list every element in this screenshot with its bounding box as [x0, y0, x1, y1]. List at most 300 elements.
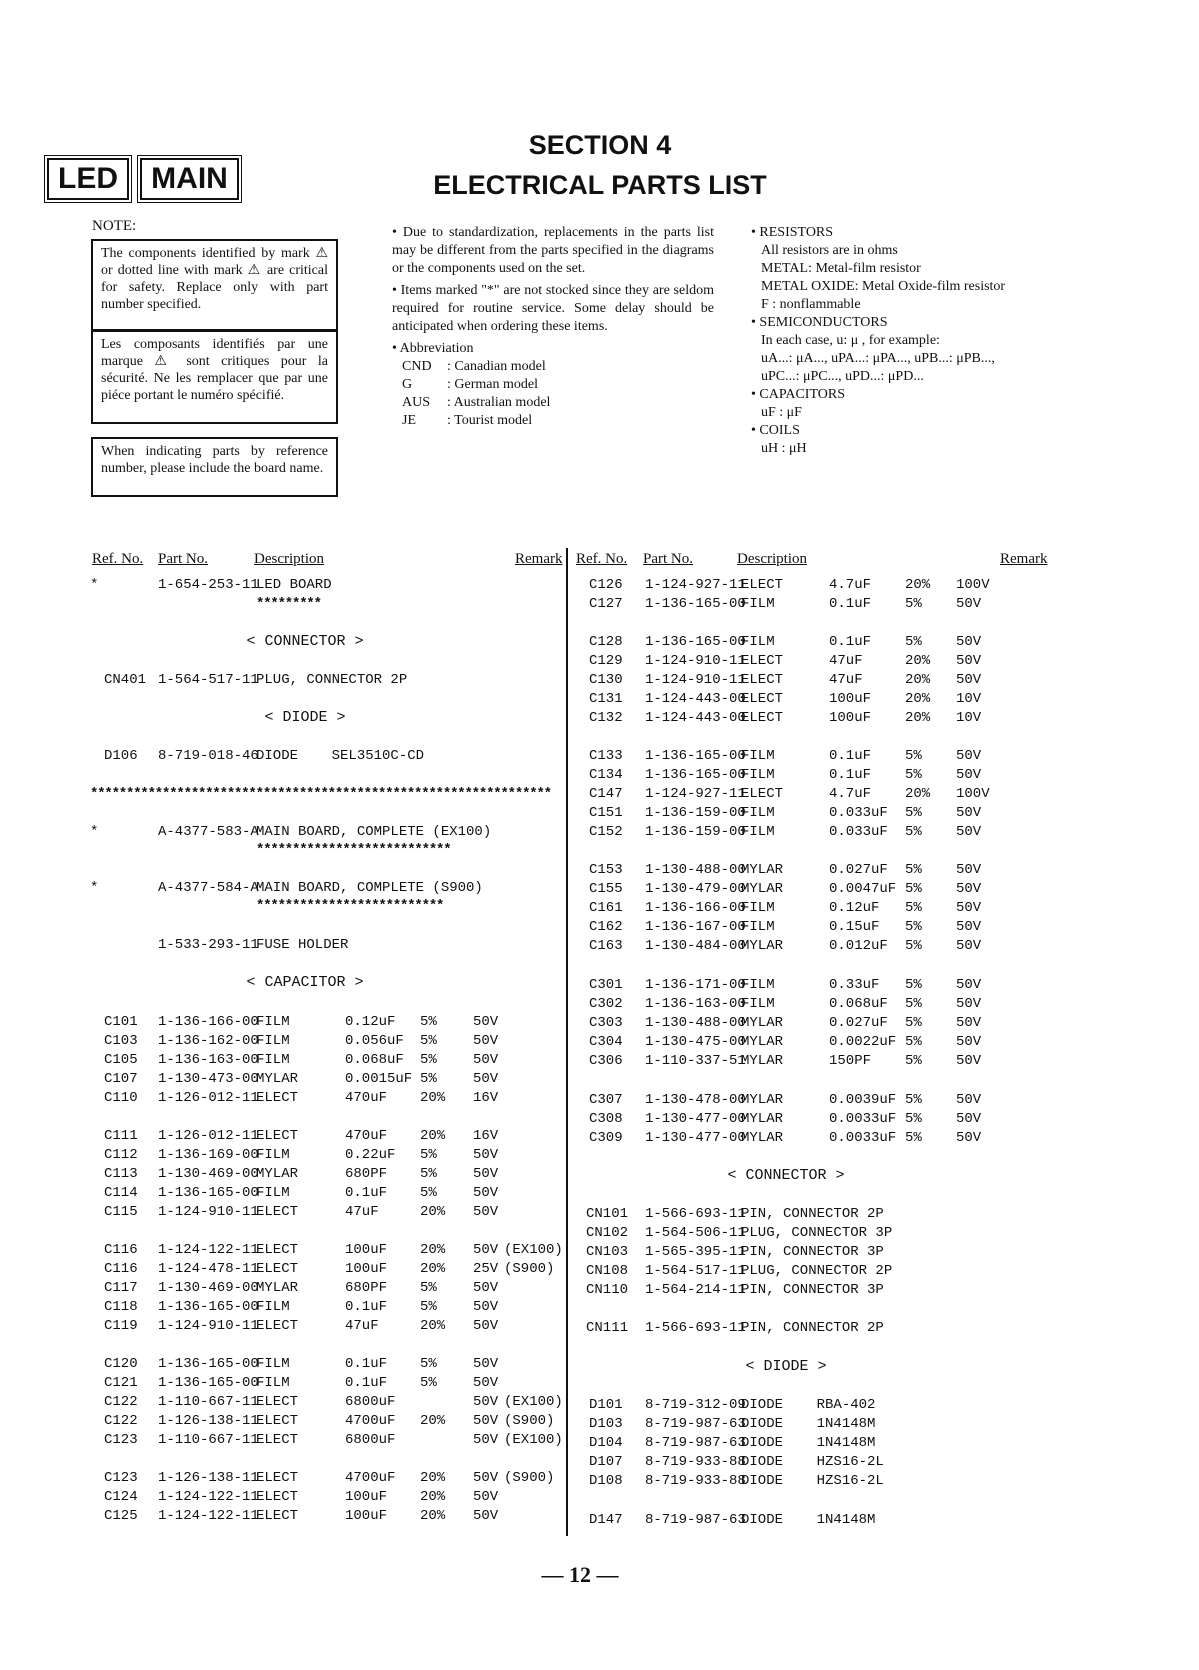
ref-no: C128: [589, 634, 623, 650]
description: ELECT: [741, 786, 784, 802]
part-no: 1-110-667-11: [158, 1432, 259, 1448]
ref-no: D103: [589, 1416, 623, 1432]
voltage: 50V: [956, 900, 982, 916]
part-no: 1-136-162-00: [158, 1033, 259, 1049]
part-no: 1-566-693-11: [645, 1320, 746, 1336]
remark: (S900): [504, 1261, 555, 1277]
tolerance: 5%: [905, 977, 922, 993]
board-separator: ****************************************************************: [90, 786, 551, 802]
ref-no: C111: [104, 1128, 138, 1144]
ref-no: C155: [589, 881, 623, 897]
value: 0.1uF: [345, 1356, 388, 1372]
description: MYLAR: [741, 881, 784, 897]
value: 0.033uF: [829, 805, 888, 821]
tolerance: 5%: [905, 1111, 922, 1127]
tolerance: 20%: [905, 672, 931, 688]
column-divider: [566, 548, 568, 1536]
ref-no: CN401: [104, 672, 147, 688]
voltage: 50V: [473, 1147, 499, 1163]
tolerance: 5%: [420, 1375, 437, 1391]
tolerance: 5%: [905, 900, 922, 916]
tolerance: 20%: [905, 577, 931, 593]
part-no: 1-564-517-11: [645, 1263, 746, 1279]
description: FILM: [741, 805, 775, 821]
ref-no: C302: [589, 996, 623, 1012]
value: 470uF: [345, 1090, 388, 1106]
part-no: 1-124-927-11: [645, 786, 746, 802]
standardization-note: • Due to standardization, replacements in the parts list may be different from the parts specified in the diagrams or the components used on the set.: [392, 225, 714, 276]
ref-no: C101: [104, 1014, 138, 1030]
ref-no: C122: [104, 1394, 138, 1410]
right-ref-header: Ref. No.: [576, 551, 628, 567]
ref-no: C113: [104, 1166, 138, 1182]
description: MYLAR: [256, 1280, 299, 1296]
description: DIODE HZS16-2L: [741, 1473, 884, 1489]
tolerance: 5%: [905, 1092, 922, 1108]
value: 100uF: [829, 691, 872, 707]
not-stocked-note: • Items marked "*" are not stocked since they are seldom required for routine service. Some delay should be anticipated when ordering these items.: [392, 283, 714, 334]
description: DIODE 1N4148M: [741, 1416, 876, 1432]
part-no: 1-136-165-00: [645, 748, 746, 764]
voltage: 16V: [473, 1128, 499, 1144]
description: FILM: [256, 1033, 290, 1049]
ref-no: CN111: [586, 1320, 629, 1336]
tolerance: 20%: [905, 691, 931, 707]
value: 100uF: [345, 1242, 388, 1258]
part-no: 1-564-506-11: [645, 1225, 746, 1241]
description: FILM: [741, 824, 775, 840]
abbreviation-title: • Abbreviation: [392, 341, 474, 356]
voltage: 50V: [473, 1413, 499, 1429]
description: MYLAR: [741, 1092, 784, 1108]
description: ELECT: [256, 1394, 299, 1410]
description: ELECT: [256, 1413, 299, 1429]
voltage: 50V: [473, 1052, 499, 1068]
value: 0.33uF: [829, 977, 880, 993]
value: 47uF: [345, 1318, 379, 1334]
value: 0.1uF: [829, 748, 872, 764]
component-notes: • RESISTORS All resistors are in ohms METAL: Metal-film resistor METAL OXIDE: Metal Oxide-film resistor F : nonflammable • SEMICONDUCTORS In each case, u: μ , for example: uA...: μA..., uPA...: μPA..., uPB...: μPB..., uPC...: μPC..., uPD...: μPD... • CAPACITORS uF : μF • COILS uH : μH: [751, 225, 1006, 456]
tolerance: 5%: [420, 1071, 437, 1087]
value: 0.033uF: [829, 824, 888, 840]
voltage: 50V: [956, 938, 982, 954]
voltage: 50V: [956, 805, 982, 821]
value: 47uF: [829, 653, 863, 669]
value: 4700uF: [345, 1470, 396, 1486]
section-heading: < CAPACITOR >: [246, 974, 364, 991]
tolerance: 5%: [905, 805, 922, 821]
part-no: 8-719-933-88: [645, 1473, 746, 1489]
ref-no: C105: [104, 1052, 138, 1068]
value: 0.1uF: [829, 596, 872, 612]
voltage: 25V: [473, 1261, 499, 1277]
ref-no: C147: [589, 786, 623, 802]
voltage: 50V: [473, 1166, 499, 1182]
description: FILM: [741, 748, 775, 764]
part-no: A-4377-583-A: [158, 824, 259, 840]
part-no: 1-136-163-00: [158, 1052, 259, 1068]
left-ref-header: Ref. No.: [92, 551, 144, 567]
voltage: 50V: [473, 1489, 499, 1505]
value: 0.15uF: [829, 919, 880, 935]
tolerance: 5%: [420, 1052, 437, 1068]
voltage: 50V: [473, 1280, 499, 1296]
section-heading: < CONNECTOR >: [727, 1167, 845, 1184]
part-no: 1-130-469-00: [158, 1166, 259, 1182]
description: FUSE HOLDER: [256, 937, 349, 953]
value: 0.068uF: [345, 1052, 404, 1068]
part-no: 1-110-337-51: [645, 1053, 746, 1069]
ref-no: *: [90, 880, 99, 896]
tolerance: 5%: [905, 1130, 922, 1146]
part-no: 1-124-910-11: [645, 672, 746, 688]
tolerance: 20%: [420, 1413, 446, 1429]
voltage: 50V: [956, 919, 982, 935]
voltage: 50V: [956, 634, 982, 650]
tolerance: 5%: [905, 748, 922, 764]
tolerance: 5%: [420, 1299, 437, 1315]
description: MYLAR: [256, 1071, 299, 1087]
ref-no: C112: [104, 1147, 138, 1163]
section-number: SECTION 4: [528, 130, 672, 160]
voltage: 50V: [473, 1508, 499, 1524]
value: 0.0015uF: [345, 1071, 413, 1087]
voltage: 50V: [956, 1111, 982, 1127]
tolerance: 20%: [420, 1204, 446, 1220]
ref-no: C306: [589, 1053, 623, 1069]
value: 0.056uF: [345, 1033, 404, 1049]
part-no: 1-130-475-00: [645, 1034, 746, 1050]
description: ELECT: [256, 1090, 299, 1106]
description: ELECT: [741, 653, 784, 669]
description: PIN, CONNECTOR 3P: [741, 1244, 884, 1260]
part-no: 1-136-166-00: [645, 900, 746, 916]
ref-no: *: [90, 824, 99, 840]
section-heading: < DIODE >: [745, 1358, 827, 1375]
voltage: 50V: [956, 767, 982, 783]
part-no: 1-566-693-11: [645, 1206, 746, 1222]
ref-no: C152: [589, 824, 623, 840]
ref-no: C119: [104, 1318, 138, 1334]
ref-no: D104: [589, 1435, 623, 1451]
value: 0.12uF: [345, 1014, 396, 1030]
part-no: 1-110-667-11: [158, 1394, 259, 1410]
description: MYLAR: [741, 938, 784, 954]
ref-no: C103: [104, 1033, 138, 1049]
board-underline: ***************************: [256, 842, 451, 858]
description: FILM: [741, 919, 775, 935]
ref-no: C126: [589, 577, 623, 593]
part-no: 1-136-163-00: [645, 996, 746, 1012]
part-no: 8-719-018-46: [158, 748, 259, 764]
part-no: 1-136-166-00: [158, 1014, 259, 1030]
ref-no: C162: [589, 919, 623, 935]
voltage: 50V: [956, 1092, 982, 1108]
ref-no: C132: [589, 710, 623, 726]
voltage: 50V: [956, 1015, 982, 1031]
section-heading: < DIODE >: [264, 709, 346, 726]
part-no: 1-136-167-00: [645, 919, 746, 935]
value: 0.22uF: [345, 1147, 396, 1163]
section-heading: < CONNECTOR >: [246, 633, 364, 650]
description: FILM: [256, 1185, 290, 1201]
ref-no: C161: [589, 900, 623, 916]
value: 0.0033uF: [829, 1111, 897, 1127]
part-no: 1-654-253-11: [158, 577, 259, 593]
ref-no: C134: [589, 767, 623, 783]
part-no: 1-136-165-00: [645, 596, 746, 612]
voltage: 50V: [956, 1034, 982, 1050]
page-title: ELECTRICAL PARTS LIST: [433, 170, 767, 200]
value: 0.1uF: [829, 767, 872, 783]
description: FILM: [256, 1375, 290, 1391]
voltage: 50V: [956, 862, 982, 878]
right-desc-header: Description: [737, 551, 807, 567]
part-no: 1-130-473-00: [158, 1071, 259, 1087]
ref-no: C116: [104, 1261, 138, 1277]
description: FILM: [741, 767, 775, 783]
value: 4.7uF: [829, 786, 872, 802]
ref-no: CN108: [586, 1263, 629, 1279]
ref-no: D147: [589, 1512, 623, 1528]
part-no: 1-136-165-00: [158, 1185, 259, 1201]
remark: (S900): [504, 1413, 555, 1429]
part-no: 1-533-293-11: [158, 937, 259, 953]
safety-note-en: The components identified by mark ⚠ or dotted line with mark ⚠ are critical for safety. Replace only with part number specified.: [91, 239, 338, 331]
tolerance: 5%: [905, 1034, 922, 1050]
part-no: 1-126-012-11: [158, 1090, 259, 1106]
description: ELECT: [256, 1128, 299, 1144]
ref-no: C123: [104, 1470, 138, 1486]
value: 0.0022uF: [829, 1034, 897, 1050]
ref-no: C163: [589, 938, 623, 954]
part-no: 1-130-469-00: [158, 1280, 259, 1296]
description: DIODE 1N4148M: [741, 1435, 876, 1451]
value: 6800uF: [345, 1432, 396, 1448]
ref-no: D107: [589, 1454, 623, 1470]
value: 0.0033uF: [829, 1130, 897, 1146]
value: 0.0039uF: [829, 1092, 897, 1108]
description: PIN, CONNECTOR 3P: [741, 1282, 884, 1298]
voltage: 50V: [956, 748, 982, 764]
ref-no: C303: [589, 1015, 623, 1031]
right-part-header: Part No.: [643, 551, 693, 567]
ref-no: D106: [104, 748, 138, 764]
voltage: 50V: [956, 881, 982, 897]
safety-note-fr: Les composants identifiés par une marque ⚠ sont critiques pour la sécurité. Ne les remplacer que par une piéce portant le numéro spécifié.: [91, 330, 338, 424]
value: 6800uF: [345, 1394, 396, 1410]
tolerance: 5%: [420, 1166, 437, 1182]
ref-no: CN101: [586, 1206, 629, 1222]
value: 100uF: [345, 1508, 388, 1524]
description: ELECT: [256, 1432, 299, 1448]
voltage: 50V: [956, 596, 982, 612]
part-no: 1-124-122-11: [158, 1508, 259, 1524]
board-name-note: When indicating parts by reference number, please include the board name.: [91, 437, 338, 497]
description: FILM: [741, 900, 775, 916]
part-no: 8-719-933-88: [645, 1454, 746, 1470]
description: MYLAR: [256, 1166, 299, 1182]
ref-no: C121: [104, 1375, 138, 1391]
part-no: 8-719-987-63: [645, 1435, 746, 1451]
part-no: 1-130-488-00: [645, 862, 746, 878]
part-no: 1-130-484-00: [645, 938, 746, 954]
ref-no: C114: [104, 1185, 138, 1201]
description: MAIN BOARD, COMPLETE (EX100): [256, 824, 492, 840]
left-part-header: Part No.: [158, 551, 208, 567]
description: FILM: [256, 1014, 290, 1030]
part-no: 1-136-165-00: [158, 1375, 259, 1391]
value: 0.1uF: [829, 634, 872, 650]
description: ELECT: [256, 1508, 299, 1524]
part-no: 1-126-138-11: [158, 1413, 259, 1429]
tolerance: 20%: [420, 1508, 446, 1524]
part-no: 1-124-122-11: [158, 1489, 259, 1505]
ref-no: C131: [589, 691, 623, 707]
description: ELECT: [256, 1261, 299, 1277]
part-no: 1-130-488-00: [645, 1015, 746, 1031]
ref-no: D101: [589, 1397, 623, 1413]
part-no: A-4377-584-A: [158, 880, 259, 896]
ref-no: CN103: [586, 1244, 629, 1260]
page-number: — 12 —: [541, 1562, 619, 1587]
description: MAIN BOARD, COMPLETE (S900): [256, 880, 483, 896]
voltage: 50V: [473, 1204, 499, 1220]
description: FILM: [256, 1052, 290, 1068]
tolerance: 5%: [905, 881, 922, 897]
part-no: 1-130-479-00: [645, 881, 746, 897]
part-no: 1-124-910-11: [158, 1318, 259, 1334]
description: LED BOARD: [256, 577, 332, 593]
voltage: 50V: [473, 1071, 499, 1087]
value: 0.1uF: [345, 1185, 388, 1201]
voltage: 50V: [473, 1299, 499, 1315]
ref-no: *: [90, 577, 99, 593]
ref-no: C130: [589, 672, 623, 688]
description: ELECT: [256, 1318, 299, 1334]
part-no: 1-136-159-00: [645, 824, 746, 840]
description: MYLAR: [741, 1034, 784, 1050]
description: MYLAR: [741, 862, 784, 878]
description: MYLAR: [741, 1111, 784, 1127]
description: FILM: [741, 596, 775, 612]
description: ELECT: [741, 691, 784, 707]
part-no: 1-124-443-00: [645, 710, 746, 726]
value: 0.1uF: [345, 1375, 388, 1391]
tolerance: 5%: [905, 1053, 922, 1069]
note-label: NOTE:: [92, 218, 137, 234]
part-no: 1-130-477-00: [645, 1111, 746, 1127]
abbreviation-list: CND : Canadian model G : German model AUS : Australian model JE : Tourist model: [402, 359, 551, 428]
ref-no: C123: [104, 1432, 138, 1448]
description: FILM: [741, 634, 775, 650]
value: 0.0047uF: [829, 881, 897, 897]
description: ELECT: [256, 1470, 299, 1486]
voltage: 50V: [473, 1242, 499, 1258]
ref-no: C301: [589, 977, 623, 993]
ref-no: CN102: [586, 1225, 629, 1241]
ref-no: C117: [104, 1280, 138, 1296]
description: DIODE SEL3510C-CD: [256, 748, 425, 764]
tolerance: 5%: [905, 938, 922, 954]
part-no: 1-565-395-11: [645, 1244, 746, 1260]
ref-no: C309: [589, 1130, 623, 1146]
part-no: 1-564-517-11: [158, 672, 259, 688]
ref-no: C124: [104, 1489, 138, 1505]
value: 4700uF: [345, 1413, 396, 1429]
description: ELECT: [741, 710, 784, 726]
voltage: 100V: [956, 786, 990, 802]
description: PLUG, CONNECTOR 3P: [741, 1225, 893, 1241]
remark: (EX100): [504, 1242, 563, 1258]
part-no: 1-124-122-11: [158, 1242, 259, 1258]
description: PLUG, CONNECTOR 2P: [741, 1263, 893, 1279]
description: MYLAR: [741, 1015, 784, 1031]
ref-no: C125: [104, 1508, 138, 1524]
description: PIN, CONNECTOR 2P: [741, 1320, 884, 1336]
ref-no: C122: [104, 1413, 138, 1429]
voltage: 10V: [956, 710, 982, 726]
part-no: 1-124-910-11: [645, 653, 746, 669]
ref-no: C107: [104, 1071, 138, 1087]
value: 47uF: [829, 672, 863, 688]
part-no: 1-126-138-11: [158, 1470, 259, 1486]
description: ELECT: [741, 672, 784, 688]
remark: (S900): [504, 1470, 555, 1486]
value: 47uF: [345, 1204, 379, 1220]
tolerance: 20%: [420, 1489, 446, 1505]
tolerance: 5%: [420, 1014, 437, 1030]
voltage: 50V: [956, 996, 982, 1012]
description: PLUG, CONNECTOR 2P: [256, 672, 408, 688]
description: PIN, CONNECTOR 2P: [741, 1206, 884, 1222]
ref-no: C153: [589, 862, 623, 878]
voltage: 50V: [473, 1394, 499, 1410]
ref-no: C118: [104, 1299, 138, 1315]
value: 680PF: [345, 1280, 388, 1296]
description: ELECT: [256, 1489, 299, 1505]
main-tag: MAIN: [140, 158, 239, 200]
tolerance: 5%: [905, 767, 922, 783]
value: 0.027uF: [829, 1015, 888, 1031]
description: DIODE RBA-402: [741, 1397, 876, 1413]
tolerance: 5%: [420, 1356, 437, 1372]
part-no: 1-136-165-00: [158, 1356, 259, 1372]
description: FILM: [256, 1147, 290, 1163]
part-no: 1-124-478-11: [158, 1261, 259, 1277]
ref-no: C115: [104, 1204, 138, 1220]
part-no: 8-719-312-09: [645, 1397, 746, 1413]
voltage: 50V: [956, 977, 982, 993]
voltage: 50V: [956, 824, 982, 840]
led-tag: LED: [47, 158, 129, 200]
description: FILM: [741, 996, 775, 1012]
part-no: 1-126-012-11: [158, 1128, 259, 1144]
remark: (EX100): [504, 1432, 563, 1448]
tolerance: 20%: [905, 786, 931, 802]
tolerance: 20%: [420, 1242, 446, 1258]
description: FILM: [256, 1356, 290, 1372]
description: DIODE 1N4148M: [741, 1512, 876, 1528]
left-desc-header: Description: [254, 551, 324, 567]
value: 0.1uF: [345, 1299, 388, 1315]
part-no: 8-719-987-63: [645, 1416, 746, 1432]
part-no: 1-124-443-00: [645, 691, 746, 707]
description: DIODE HZS16-2L: [741, 1454, 884, 1470]
value: 100uF: [829, 710, 872, 726]
board-underline: *********: [256, 596, 321, 612]
tolerance: 5%: [905, 919, 922, 935]
